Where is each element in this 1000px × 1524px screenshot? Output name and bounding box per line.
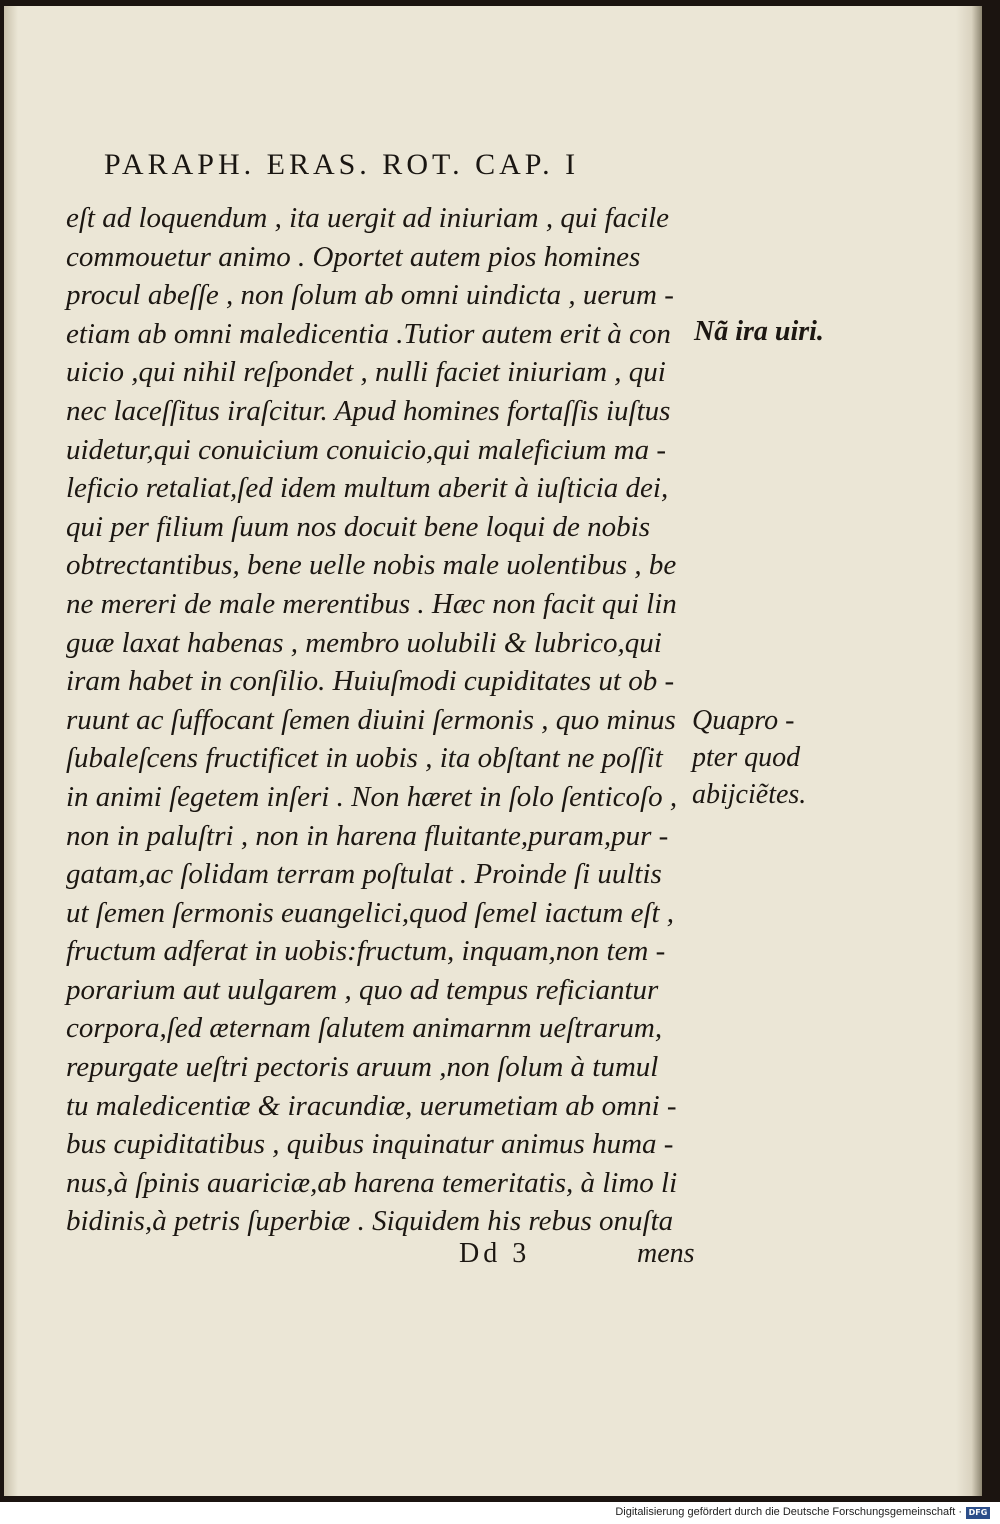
signature-catchword-row [459,1238,709,1274]
body-text [66,199,706,1241]
text-line: nec laceſſitus iraſcitur. Apud homines fortaſſis iuſtus [66,394,671,427]
page-spine-shadow [4,6,18,1496]
text-line: uidetur,qui conuicium conuicio,qui maleficium ma - [66,433,667,466]
text-line: ruunt ac ſuffocant ſemen diuini ſermonis , quo minus [66,703,676,736]
text-line: uicio ,qui nihil reſpondet , nulli faciet iniuriam , qui [66,356,666,389]
text-line: porarium aut uulgarem , quo ad tempus reficiantur [66,973,659,1006]
margin-note-quapropter [692,702,806,813]
margin-note-line: abijciẽtes. [692,779,807,810]
text-line: guæ laxat habenas , membro uolubili & lubrico,qui [66,626,662,659]
text-line: eſt ad loquendum , ita uergit ad iniuriam , qui facile [66,202,670,234]
book-page [4,6,982,1496]
text-line: qui per filium ſuum nos docuit bene loqui de nobis [66,510,650,543]
text-line: etiam ab omni maledicentia .Tutior autem erit à con [66,317,671,350]
signature-mark: Dd 3 [459,1238,531,1269]
text-line: gatam,ac ſolidam terram poſtulat . Proinde ſi uultis [66,858,662,891]
text-line: ſubaleſcens fructificet in uobis , ita obſtant ne poſſit [66,742,663,775]
text-line: bidinis,à petris ſuperbiæ . Siquidem his rebus onuſta [66,1205,674,1238]
text-line: non in paluſtri , non in harena fluitante,puram,pur - [66,819,669,852]
text-line: tu maledicentiæ & iracundiæ, uerumetiam ab omni - [66,1089,677,1122]
text-line: fructum adferat in uobis:fructum, inquam,non tem - [66,935,666,968]
margin-note-ira: Nã ira uiri. [694,316,824,347]
digitization-footer [0,1502,1000,1524]
text-line: ut ſemen ſermonis euangelici,quod ſemel iactum eſt , [66,896,675,929]
margin-note-line: pter quod [692,742,801,773]
text-line: repurgate ueſtri pectoris aruum ,non ſolum à tumul [66,1051,659,1084]
page-edge-shadow [956,6,982,1496]
margin-note-line: Quapro - [692,705,795,736]
text-line: leficio retaliat,ſed idem multum aberit à iuſticia dei, [66,472,669,505]
footer-credit: Digitalisierung gefördert durch die Deutsche Forschungsgemeinschaft · [615,1506,962,1518]
text-line: ne mereri de male merentibus . Hæc non facit qui lin [66,587,677,620]
text-line: in animi ſegetem inſeri . Non hæret in ſolo ſenticoſo , [66,780,678,813]
text-line: commouetur animo . Oportet autem pios homines [66,240,641,273]
running-head: PARAPH. ERAS. ROT. CAP. I [104,148,580,181]
text-line: procul abeſſe , non ſolum ab omni uindicta , uerum - [66,279,674,312]
text-line: corpora,ſed æternam ſalutem animarnm ueſtrarum, [66,1012,663,1045]
dfg-logo-icon: DFG [966,1507,990,1519]
text-line: bus cupiditatibus , quibus inquinatur animus huma - [66,1128,674,1161]
text-line: iram habet in conſilio. Huiuſmodi cupiditates ut ob - [66,665,675,698]
text-line: nus,à ſpinis auariciæ,ab harena temeritatis, à limo li [66,1166,678,1199]
text-line: obtrectantibus, bene uelle nobis male uolentibus , be [66,549,677,582]
catchword: mens [637,1238,695,1269]
